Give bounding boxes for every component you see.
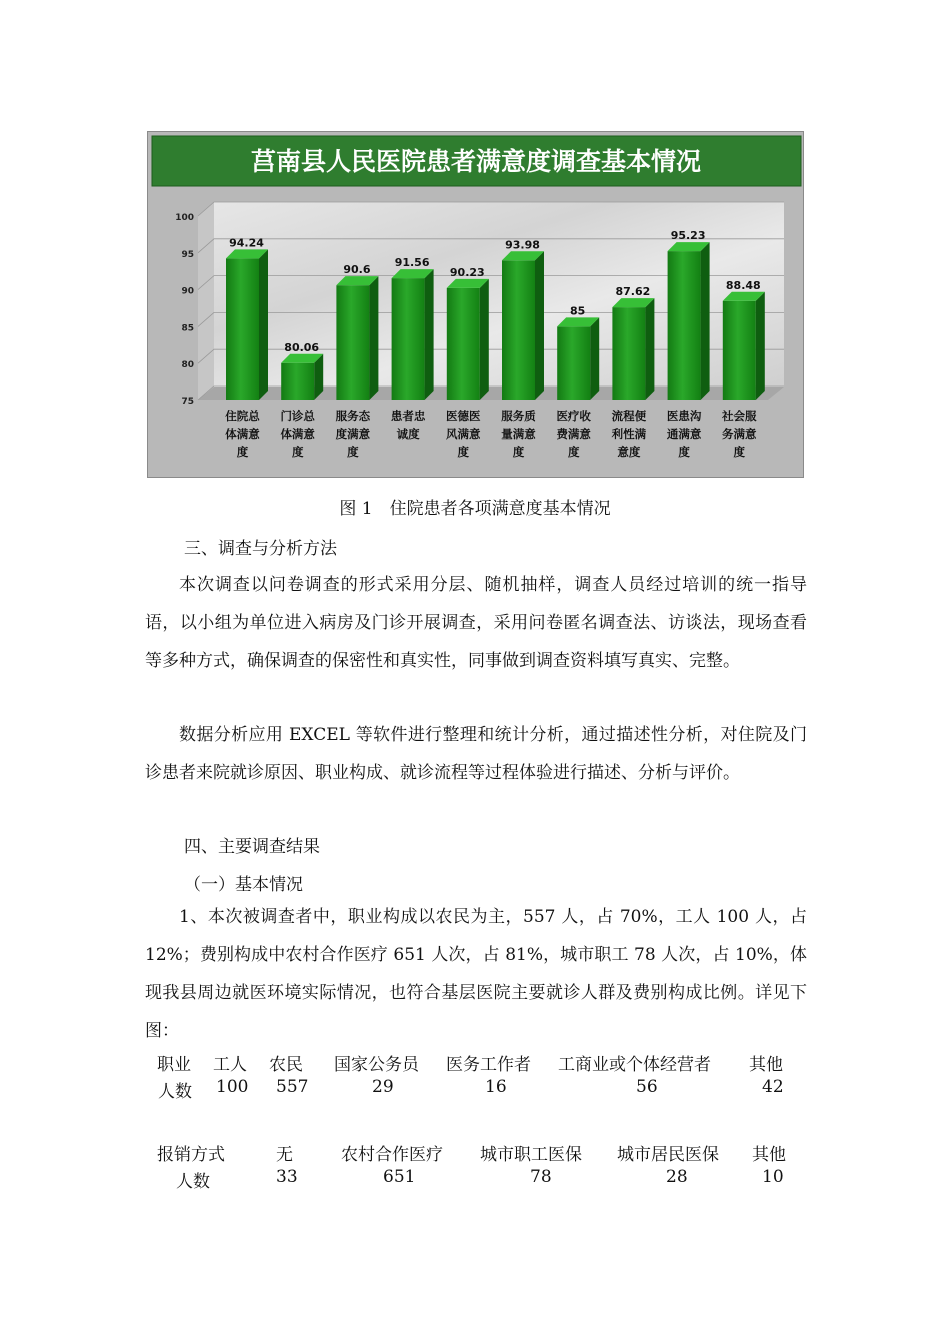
bar bbox=[226, 258, 259, 400]
y-tick-label: 75 bbox=[181, 397, 194, 407]
x-tick-label: 服务态度满意度 bbox=[335, 409, 371, 459]
bar bbox=[723, 301, 756, 400]
payment-row-label: 人数 bbox=[176, 1172, 210, 1192]
bar bbox=[502, 260, 535, 400]
x-tick-label: 医疗收费满意度 bbox=[556, 409, 591, 459]
payment-count-other: 10 bbox=[762, 1167, 784, 1187]
x-tick-label: 住院总体满意度 bbox=[225, 409, 260, 459]
y-tick-label: 95 bbox=[181, 249, 194, 260]
x-tick-label: 社会服务满意度 bbox=[722, 409, 757, 459]
payment-header-urban-employee: 城市职工医保 bbox=[480, 1145, 582, 1165]
bar-side bbox=[701, 242, 710, 400]
data-label: 94.24 bbox=[229, 236, 264, 250]
occupation-header-farmer: 农民 bbox=[269, 1055, 303, 1075]
bar bbox=[281, 363, 314, 400]
bar-side bbox=[535, 251, 544, 400]
method-paragraph: 本次调查以问卷调查的形式采用分层、随机抽样，调查人员经过培训的统一指导语，以小组为单位进入病房及门诊开展调查，采用问卷匿名调查法、访谈法，现场查看等多种方式，确保调查的保密性和真实性，同事做到调查资料填写真实、完整。 bbox=[145, 575, 807, 671]
x-axis bbox=[225, 409, 757, 459]
payment-header-other: 其他 bbox=[752, 1145, 786, 1165]
payment-header-rural-coop: 农村合作医疗 bbox=[341, 1145, 443, 1165]
x-tick-label: 医患沟通满意度 bbox=[666, 409, 702, 459]
x-tick-label: 门诊总体满意度 bbox=[280, 409, 315, 459]
occupation-count-farmer: 557 bbox=[276, 1077, 309, 1097]
bar-side bbox=[259, 249, 268, 400]
analysis-paragraph: 数据分析应用 EXCEL 等软件进行整理和统计分析，通过描述性分析，对住院及门诊患者来院就诊原因、职业构成、就诊流程等过程体验进行描述、分析与评价。 bbox=[145, 725, 807, 783]
y-axis bbox=[175, 213, 194, 407]
data-label: 85 bbox=[570, 304, 586, 318]
data-label: 88.48 bbox=[725, 278, 761, 292]
x-tick-label: 医德医风满意度 bbox=[446, 409, 481, 459]
y-tick-label: 80 bbox=[181, 360, 194, 371]
data-label: 90.23 bbox=[449, 265, 485, 279]
y-tick-label: 90 bbox=[181, 286, 194, 297]
chart-canvas bbox=[148, 132, 805, 479]
bar-side bbox=[645, 298, 654, 400]
payment-count-rural-coop: 651 bbox=[383, 1167, 416, 1187]
data-label: 80.06 bbox=[284, 340, 320, 354]
payment-header-none: 无 bbox=[276, 1145, 293, 1165]
bar-side bbox=[425, 269, 434, 400]
occupation-count-other: 42 bbox=[762, 1077, 784, 1097]
bar bbox=[612, 307, 645, 400]
bar-side bbox=[480, 279, 489, 400]
data-label: 93.98 bbox=[505, 238, 540, 252]
satisfaction-chart bbox=[147, 131, 804, 478]
occupation-header-business: 工商业或个体经营者 bbox=[558, 1055, 711, 1075]
bar bbox=[336, 285, 369, 400]
bar-side bbox=[369, 276, 378, 400]
plot-side-wall bbox=[198, 202, 214, 400]
bar bbox=[668, 251, 701, 400]
occupation-header-civil-servant: 国家公务员 bbox=[334, 1055, 419, 1075]
payment-count-none: 33 bbox=[276, 1167, 298, 1187]
x-tick-label: 服务质量满意度 bbox=[501, 409, 536, 459]
occupation-header-label: 职业 bbox=[157, 1055, 191, 1075]
basic-situation-paragraph: 1、本次被调查者中，职业构成以农民为主，557 人，占 70%，工人 100 人，占 12%；费别构成中农村合作医疗 651 人次，占 81%，城市职工 78 人次，占 10%，体现我县周边就医环境实际情况，也符合基层医院主要就诊人群及费别构成比例。详见下图： bbox=[145, 907, 807, 1041]
bar bbox=[392, 278, 425, 400]
data-label: 95.23 bbox=[670, 229, 706, 243]
bar bbox=[447, 288, 480, 400]
subsection1-heading: （一）基本情况 bbox=[184, 875, 303, 895]
occupation-count-business: 56 bbox=[636, 1077, 658, 1097]
occupation-header-worker: 工人 bbox=[213, 1055, 247, 1075]
data-label: 90.6 bbox=[343, 263, 371, 277]
y-tick-label: 85 bbox=[181, 323, 194, 334]
payment-count-urban-resident: 28 bbox=[666, 1167, 688, 1187]
occupation-count-civil-servant: 29 bbox=[372, 1077, 394, 1097]
bar-side bbox=[590, 317, 599, 400]
bar-side bbox=[756, 292, 765, 400]
occupation-header-other: 其他 bbox=[749, 1055, 783, 1075]
data-label: 91.56 bbox=[394, 256, 430, 270]
occupation-header-medical-worker: 医务工作者 bbox=[446, 1055, 531, 1075]
x-tick-label: 流程便利性满意度 bbox=[611, 409, 647, 459]
payment-header-label: 报销方式 bbox=[157, 1145, 225, 1165]
figure-caption: 图 1 住院患者各项满意度基本情况 bbox=[339, 499, 611, 519]
occupation-count-medical-worker: 16 bbox=[485, 1077, 507, 1097]
data-label: 87.62 bbox=[615, 285, 651, 299]
occupation-count-worker: 100 bbox=[216, 1077, 249, 1097]
bar bbox=[557, 326, 590, 400]
chart-title: 莒南县人民医院患者满意度调查基本情况 bbox=[250, 147, 702, 176]
payment-count-urban-employee: 78 bbox=[530, 1167, 552, 1187]
x-tick-label: 患者忠诚度 bbox=[390, 409, 426, 441]
occupation-row-label: 人数 bbox=[158, 1082, 192, 1102]
section3-heading: 三、调查与分析方法 bbox=[184, 539, 337, 559]
section4-heading: 四、主要调查结果 bbox=[184, 837, 320, 857]
payment-header-urban-resident: 城市居民医保 bbox=[617, 1145, 719, 1165]
y-tick-label: 100 bbox=[175, 213, 194, 223]
